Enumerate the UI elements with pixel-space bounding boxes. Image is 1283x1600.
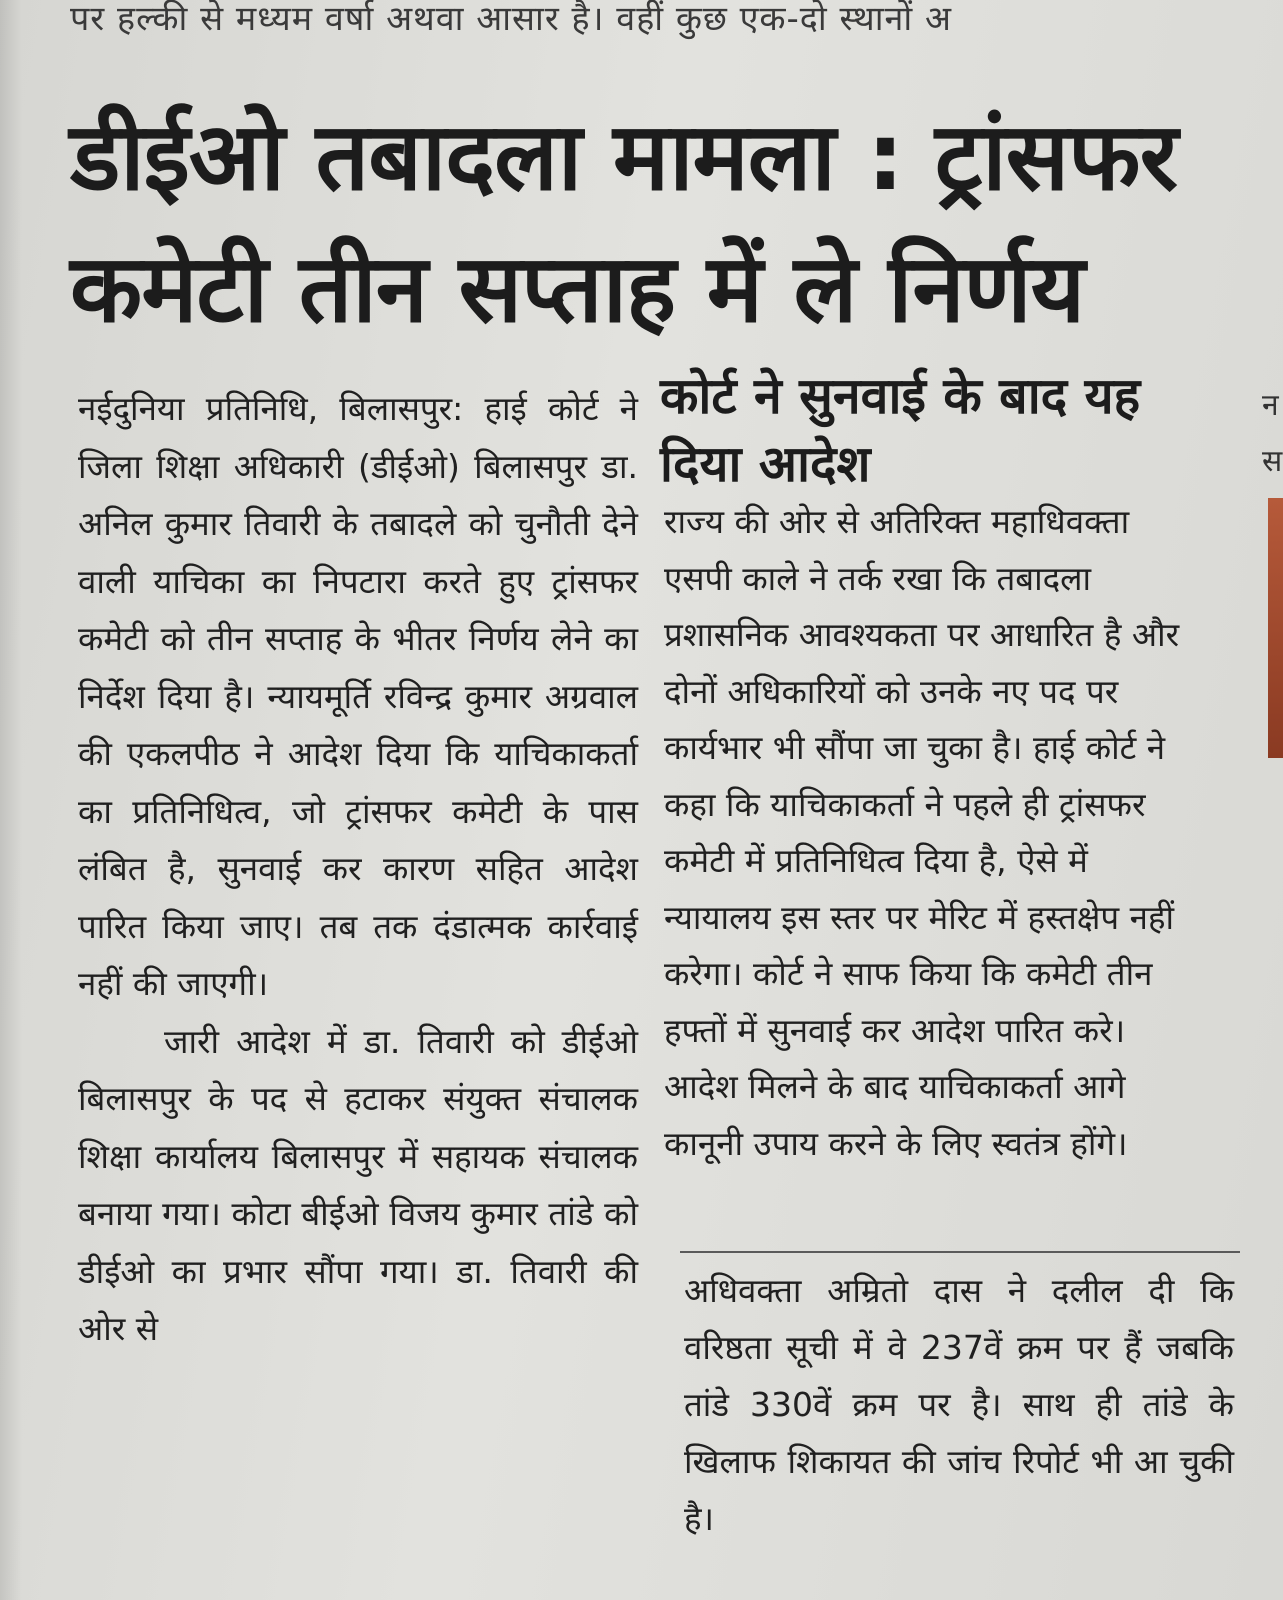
right-paragraph-2: अधिवक्ता अम्रितो दास ने दलील दी कि वरिष्ठता सूची में वे 237वें क्रम पर हैं जबकि तांडे 330वें क्रम पर है। साथ ही तांडे के खिलाफ शिकायत की जांच रिपोर्ट भी आ चुकी है। <box>684 1271 1234 1538</box>
edge-fragment-top: अ <box>925 0 953 39</box>
left-paragraph-1: नईदुनिया प्रतिनिधि, बिलासपुर: हाई कोर्ट ने जिला शिक्षा अधिकारी (डीईओ) बिलासपुर डा. अनिल कुमार तिवारी के तबादले को चुनौती देने वाली याचिका का निपटारा करते हुए ट्रांसफर कमेटी को तीन सप्ताह के भीतर निर्णय लेने का निर्देश दिया है। न्यायमूर्ति रविन्द्र कुमार अग्रवाल की एकलपीठ ने आदेश दिया कि याचिकाकर्ता का प्रतिनिधित्व, जो ट्रांसफर कमेटी के पास लंबित है, सुनवाई कर कारण सहित आदेश पारित किया जाए। तब तक दंडात्मक कार्रवाई नहीं की जाएगी। <box>78 389 638 1003</box>
article-headline: डीईओ तबादला मामला : ट्रांसफर कमेटी तीन सप्ताह में ले निर्णय <box>70 103 1178 344</box>
previous-article-text: पर हल्की से मध्यम वर्षा अथवा आसार है। वहीं कुछ एक-दो स्थानों <box>70 0 914 39</box>
column-divider <box>680 1251 1240 1253</box>
adjacent-photo-edge <box>1268 498 1283 758</box>
edge-fragment-2: स <box>1262 444 1283 479</box>
article-right-column <box>664 494 1204 1172</box>
previous-article-strip <box>70 0 1270 44</box>
article-left-column <box>78 380 638 1358</box>
adjacent-article-edge <box>1262 378 1283 490</box>
page-edge-shadow <box>0 0 22 1600</box>
article-right-column-lower <box>684 1262 1234 1547</box>
left-paragraph-2: जारी आदेश में डा. तिवारी को डीईओ बिलासपुर के पद से हटाकर संयुक्त संचालक शिक्षा कार्यालय बिलासपुर में सहायक संचालक बनाया गया। कोटा बीईओ विजय कुमार तांडे को डीईओ का प्रभार सौंपा गया। डा. तिवारी की ओर से <box>78 1021 639 1348</box>
article-subheading: कोर्ट ने सुनवाई के बाद यह दिया आदेश <box>660 367 1141 493</box>
right-paragraph-1: राज्य की ओर से अतिरिक्त महाधिवक्ता एसपी काले ने तर्क रखा कि तबादला प्रशासनिक आवश्यकता पर आधारित है और दोनों अधिकारियों को उनके नए पद पर कार्यभार भी सौंपा जा चुका है। हाई कोर्ट ने कहा कि याचिकाकर्ता ने पहले ही ट्रांसफर कमेटी में प्रतिनिधित्व दिया है, ऐसे में न्यायालय इस स्तर पर मेरिट में हस्तक्षेप नहीं करेगा। कोर्ट ने साफ किया कि कमेटी तीन हफ्तों में सुनवाई कर आदेश पारित करे। आदेश मिलने के बाद याचिकाकर्ता आगे कानूनी उपाय करने के लिए स्वतंत्र होंगे। <box>664 502 1180 1163</box>
edge-fragment-1: न <box>1262 388 1279 423</box>
